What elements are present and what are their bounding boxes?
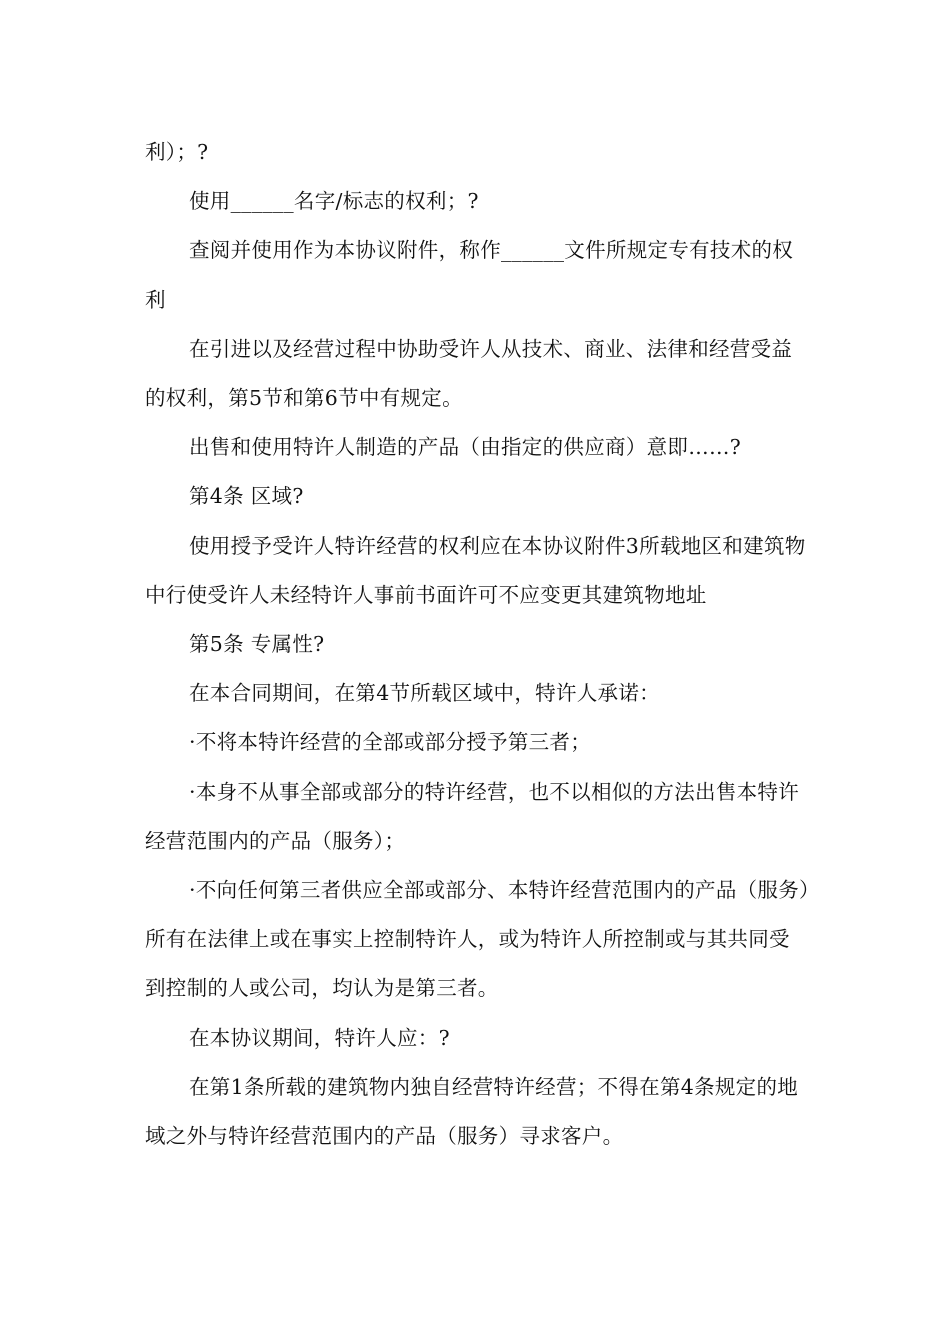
paragraph: 出售和使用特许人制造的产品（由指定的供应商）意即……? (189, 435, 742, 460)
bullet-item: ·不向任何第三者供应全部或部分、本特许经营范围内的产品（服务）所有在法律上或在事实上控制特许人，或为特许人所控制或与其共同受到控制的人或公司，均认为是第三者。 (145, 878, 810, 1001)
paragraph: 在本协议期间，特许人应：? (189, 1025, 450, 1050)
paragraph: 使用授予受许人特许经营的权利应在本协议附件3所载地区和建筑物中行使受许人未经特许人事前书面许可不应变更其建筑物地址 (145, 533, 806, 607)
bullet-item: ·本身不从事全部或部分的特许经营，也不以相似的方法出售本特许经营范围内的产品（服务）； (145, 779, 800, 853)
section-heading: 第4条 区域? (189, 484, 304, 509)
section-heading: 第5条 专属性? (189, 632, 325, 657)
paragraph: 在本合同期间，在第4节所载区域中，特许人承诺： (189, 681, 660, 706)
bullet-item: ·不将本特许经营的全部或部分授予第三者； (189, 730, 592, 755)
paragraph: 在引进以及经营过程中协助受许人从技术、商业、法律和经营受益的权利，第5节和第6节中有规定。 (145, 336, 793, 411)
paragraph: 使用______名字/标志的权利；? (189, 189, 479, 214)
paragraph: 利）；? (145, 140, 209, 164)
paragraph: 查阅并使用作为本协议附件，称作______文件所规定专有技术的权利 (145, 238, 794, 312)
paragraph: 在第1条所载的建筑物内独自经营特许经营；不得在第4条规定的地域之外与特许经营范围内的产品（服务）寻求客户。 (145, 1074, 799, 1149)
document-body (145, 128, 810, 1161)
